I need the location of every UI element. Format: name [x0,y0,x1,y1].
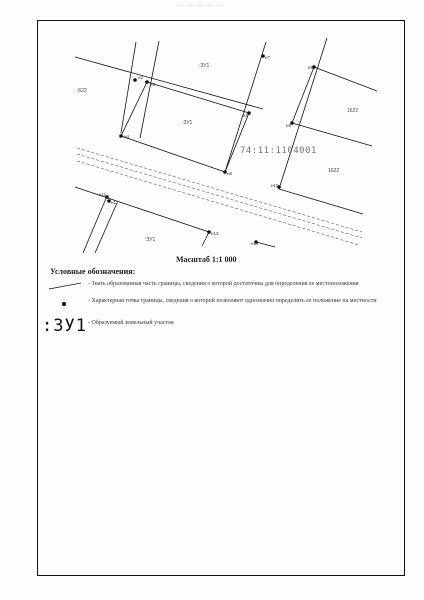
boundary-line [225,113,249,172]
boundary-line [256,242,275,247]
boundary-line [121,136,225,172]
legend-title: Условные обозначения: [50,267,136,276]
parcel-label: 1622 [328,168,340,174]
point-label: н5 [243,113,248,118]
point-label: н2 [138,75,143,80]
point-label: н4 [124,134,129,139]
parcel-label: :ЗУ1 [199,63,210,69]
point-label: н11 [99,192,107,197]
cadastral-number: 74:11:1104001 [240,146,317,156]
legend-item-text: - Знать образованная часть границы, сведения о которой достаточны для определения ее местоположения [88,281,359,287]
parcel-label: :ЗУ1 [182,120,193,126]
point-label: н3 [150,82,155,87]
point-label: н12 [111,200,119,205]
road-line [77,154,362,238]
cadastral-map [37,20,405,260]
road-line [77,148,362,232]
boundary-line [95,203,117,253]
legend-item-text: - Характерная точка границы, сведения о которой позволяют однозначно определить ее положение на местности [88,298,377,304]
parcel-label: :622 [77,88,87,94]
boundary-line [202,232,209,246]
boundary-point [119,134,123,138]
dot-icon [60,300,68,308]
boundary-point [145,80,149,84]
point-label: н8 [308,65,313,70]
boundary-line [140,41,159,138]
point-label: н9 [286,123,291,128]
boundary-line [75,57,263,109]
point-label: н13 [211,231,219,236]
point-label: н14 [251,241,259,246]
boundary-line [121,42,136,133]
boundary-line [279,38,327,189]
boundary-line [83,196,107,253]
boundary-line [314,67,377,91]
boundary-line [279,189,363,214]
scan-artifact: — — — — — [178,3,223,9]
map-scale: Масштаб 1:1 000 [176,255,237,264]
parcel-symbol: :ЗУ1 [42,316,87,336]
point-label: н7 [265,55,270,60]
boundary-line [147,82,249,113]
boundary-line [292,123,372,146]
parcel-label: :ЗУ1 [145,237,156,243]
point-label: н10 [271,183,279,188]
line-icon [47,281,83,291]
boundary-point [133,78,137,82]
point-label: н6 [227,171,232,176]
legend-item-text: - Образуемый земельный участок [88,320,174,326]
parcel-label: 1622 [347,108,359,114]
